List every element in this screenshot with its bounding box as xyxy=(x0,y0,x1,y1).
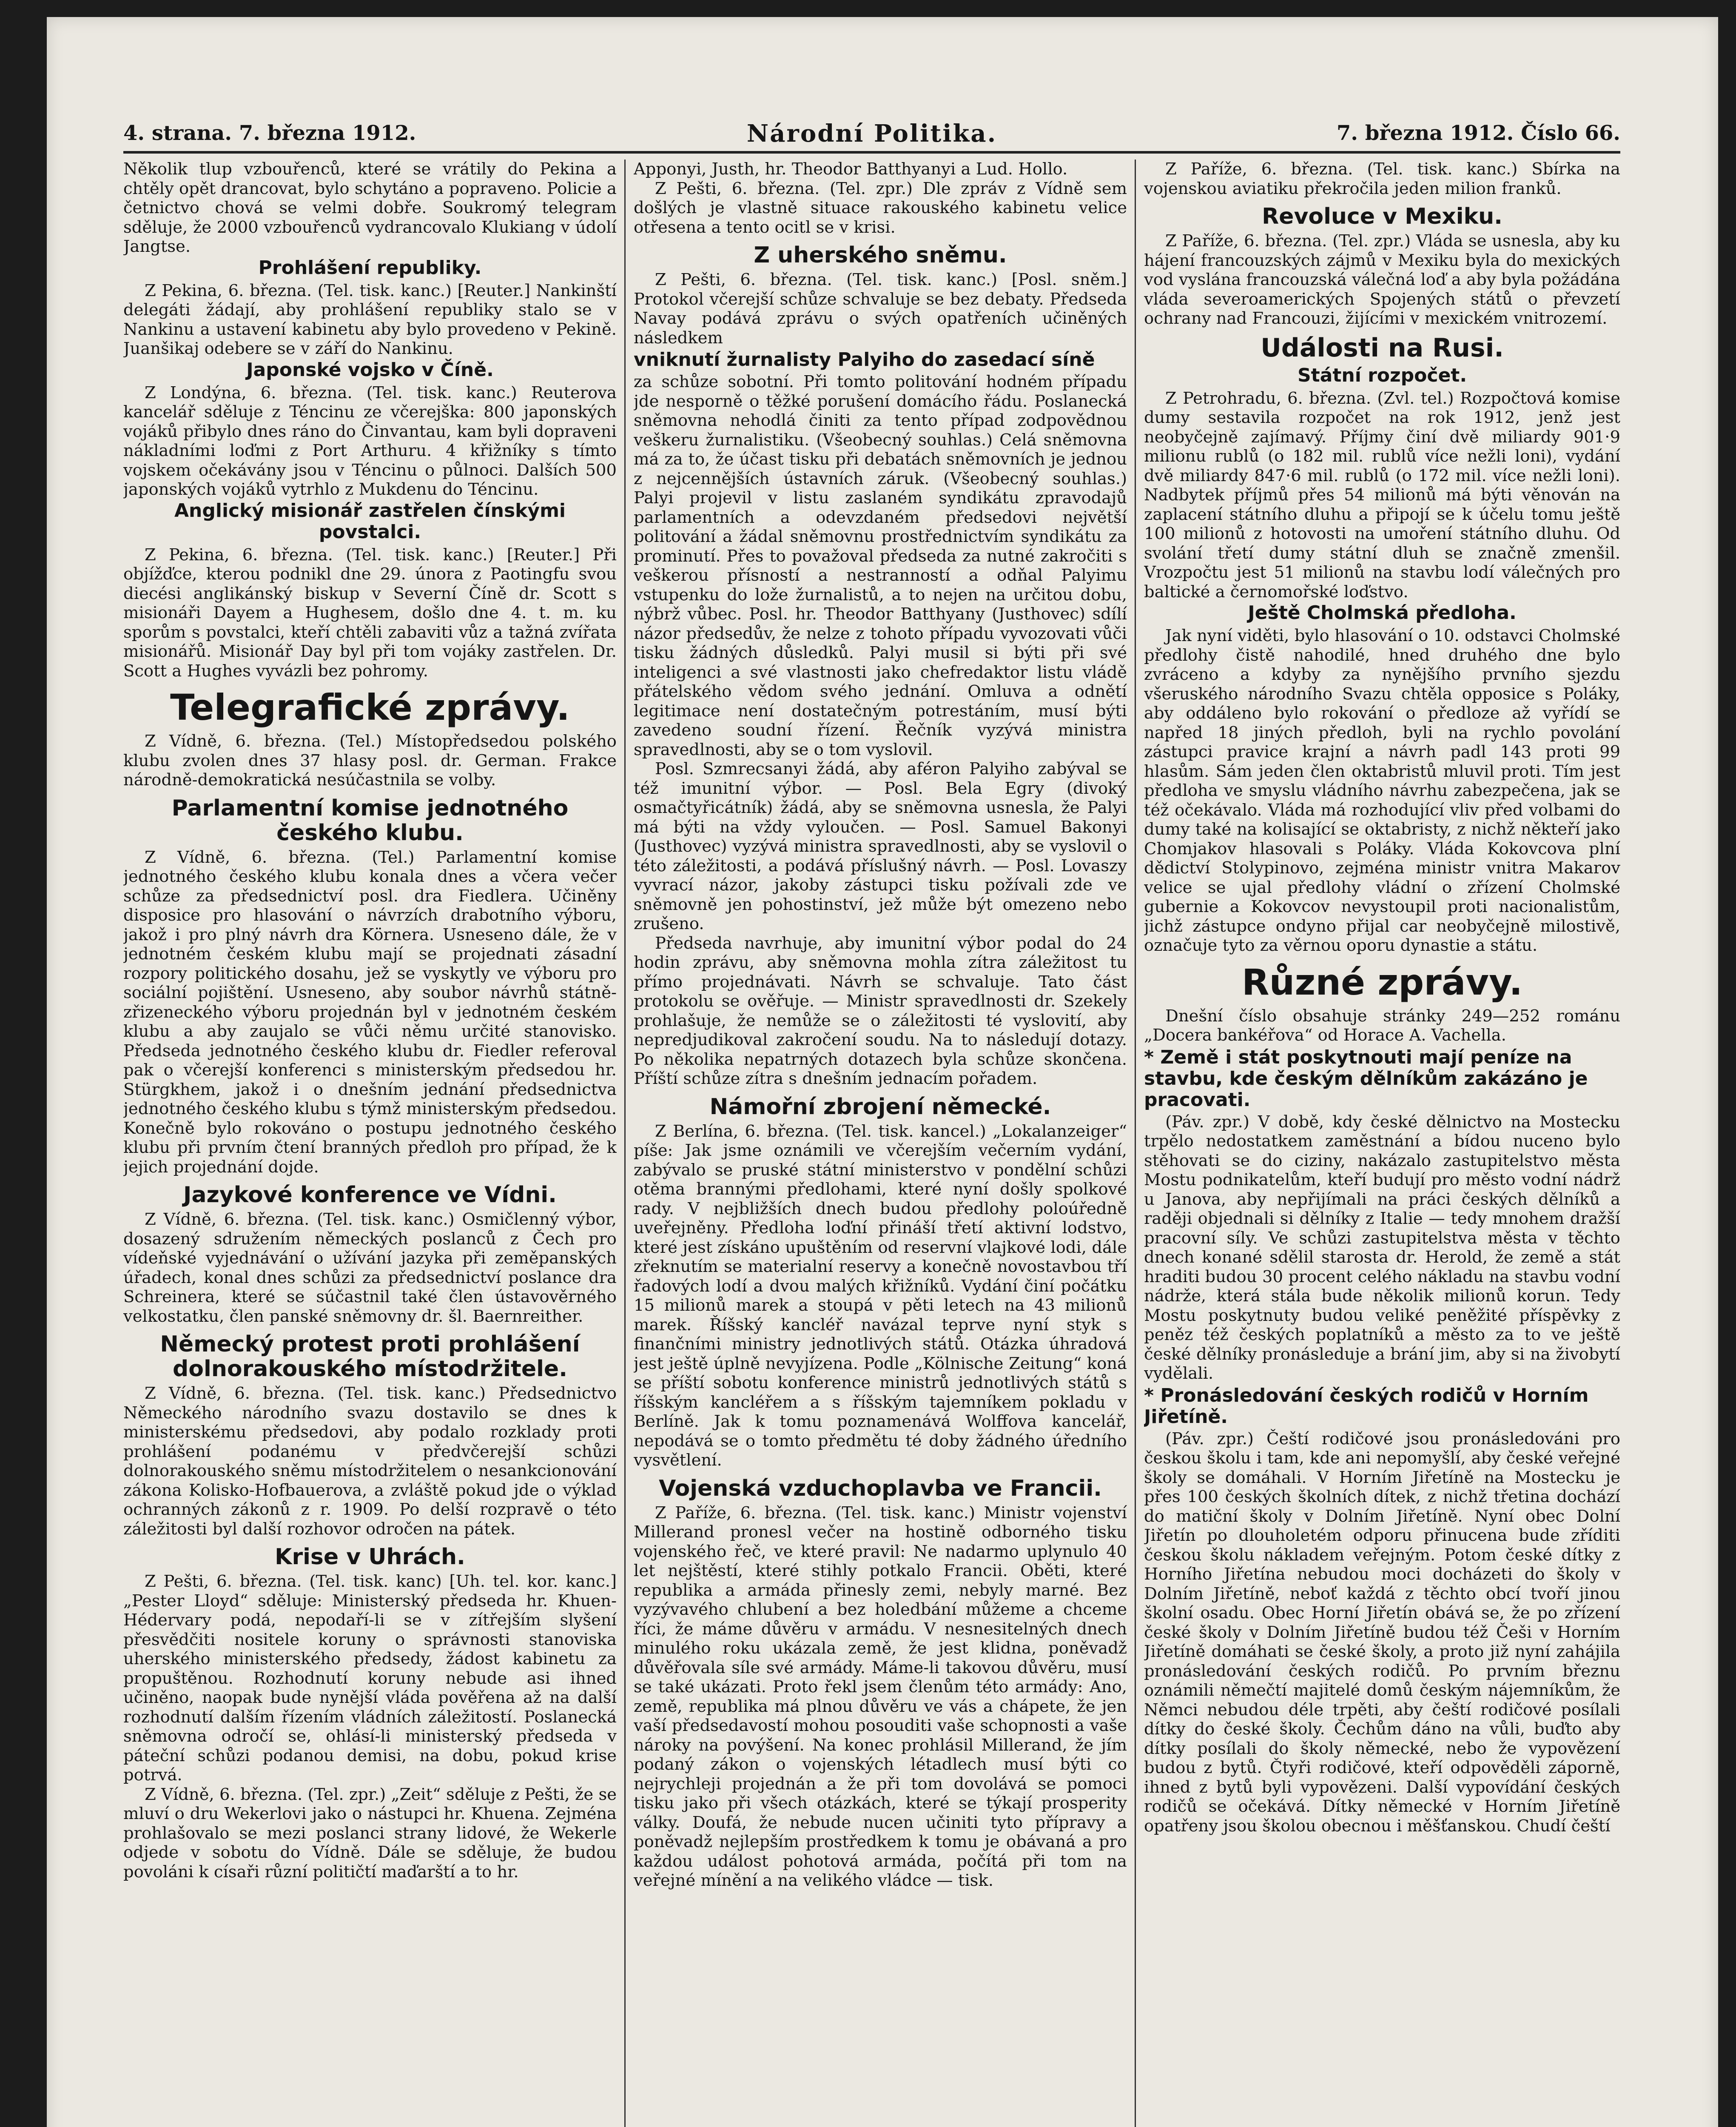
article-text: Z Pekina, 6. března. (Tel. tisk. kanc.) [Reuter.] Při objížďce, kterou podnikl dne 29. února z Paotingfu svou diecési anglikánský biskup v Severní Číně dr. Scott s misionáři Dayem a Hughesem, došlo dne 4. t. m. ku sporům s povstalci, kteří chtěli zabaviti vůz a tažná zvířata misionářů. Misionář Day byl při tom vojáky zastřelen. Dr. Scott a Hughes vyvázli bez pohromy. xyxy=(123,545,617,681)
article-text: Apponyi, Justh, hr. Theodor Batthyanyi a Lud. Hollo. xyxy=(634,160,1068,179)
section-heading: Telegrafické zprávy. xyxy=(170,687,570,728)
article-text: Z Vídně, 6. března. (Tel. tisk. kanc.) Předsednictvo Německého národního svazu dostavilo se dnes k ministerskému předsedovi, aby podalo rozklady proti prohlášení podanému v předvčerejší schůzi dolnorakouského sněmu místodržitelem o nesankcionování zákona Kolisko-Hofbauerova, a zvláště pokud jde o výklad ochranných zákonů z r. 1909. Po delší rozpravě o této záležitosti byl další rozhovor odročen na pátek. xyxy=(123,1384,617,1539)
article-heading: Parlamentní komise jednotného českého klubu. xyxy=(171,795,569,846)
page-header xyxy=(123,108,1620,154)
article-text: Z Pekina, 6. března. (Tel. tisk. kanc.) [Reuter.] Nankinští delegáti žádají, aby prohlášení republiky stalo se v Nankinu a ustavení kabinetu aby bylo provedeno v Pekině. Juanšikaj odebere se v září do Nankinu. xyxy=(123,281,617,358)
column-2 xyxy=(634,160,1127,2127)
column-divider xyxy=(1135,160,1136,2127)
article-heading: Německý protest proti prohlášení dolnorakouského místodržitele. xyxy=(160,1332,580,1382)
article-heading: Prohlášení republiky. xyxy=(258,257,482,279)
article-heading: Japonské vojsko v Číně. xyxy=(246,359,494,381)
article-subheading: vniknutí žurnalisty Palyiho do zasedací síně xyxy=(634,349,1095,371)
article-text: Z Vídně, 6. března. (Tel.) Parlamentní komise jednotného českého klubu konala dnes a včera večer schůze za předsednictví posl. dra Fiedlera. Učiněny disposice pro hlasování o návrzích drabotního výboru, jakož i pro plný návrh dra Körnera. Usneseno dále, že v jednotném českém klubu mají se projednati zásadní rozpory politického dosahu, jež se vyskytly ve výboru pro sociální pojištění. Usneseno, aby soubor návrhů státně-zřizeneckého výboru projednán byl v jednotném českém klubu a aby zaujalo se vůči němu určité stanovisko. Předseda jednotného českého klubu dr. Fiedler referoval pak o včerejší konferenci s ministerským předsedou hr. Stürgkhem, jakož i o dnešním jednání předsednictva jednotného českého klubu s týmž ministerským předsedou. Konečně bylo rokováno o postupu jednotného českého klubu při prvním čtení branných předloh pro případ, že k jejich projednání dojde. xyxy=(123,847,617,1177)
news-item-heading: * Země i stát poskytnouti mají peníze na stavbu, kde českým dělníkům zakázáno je pracovati. xyxy=(1144,1046,1588,1111)
article-text: Z Vídně, 6. března. (Tel. tisk. kanc.) Osmičlenný výbor, dosazený sdružením německých poslanců z Čech pro vídeňské vyjednávání o užívání jazyka při zeměpanských úřadech, konal dnes schůzi za předsednictví poslance dra Schreinera, které se súčastnil také člen ústavověrného velkostatku, člen panské sněmovny dr. šl. Baernreither. xyxy=(123,1210,617,1326)
section-heading: Události na Rusi. xyxy=(1261,333,1504,363)
article-text: Posl. Szmrecsanyi žádá, aby aféron Palyiho zabýval se též imunitní výbor. — Posl. Bela Egry (divoký osmačtyřicátník) žádá, aby se sněmovna usnesla, že Palyi má býti na vždy vyloučen. — Posl. Samuel Bakonyi (Justhovec) vyzývá ministra spravedlnosti, aby se vyslovil o této záležitosti, a podává příslušný návrh. — Posl. Lovaszy vyvrací názor, jakoby zástupci tisku požívali zde ve sněmovně jen pohostinství, jež může být omezeno nebo zrušeno. xyxy=(634,759,1127,933)
article-heading: Krise v Uhrách. xyxy=(275,1544,465,1570)
article-subheading: Státní rozpočet. xyxy=(1297,364,1467,386)
article-text: Z Pešti, 6. března. (Tel. tisk. kanc) [Uh. tel. kor. kanc.] „Pester Lloyd“ sděluje: Ministerský předseda hr. Khuen-Hédervary podá, nepodaří-li se v zítřejším slyšení přesvědčiti nositele koruny o správnosti stanoviska uherského ministerského předsedy, žádost kabinetu za propuštěnou. Rozhodnutí koruny nebude asi ihned učiněno, naopak bude nynější vláda pověřena až na další rozhodnutí dalším řízením vládních záležitostí. Poslanecká sněmovna odročí se, ohlásí-li ministerský předseda v páteční schůzi podanou demisi, na dobu, pokud krise potrvá. xyxy=(123,1572,617,1785)
article-text: Z Londýna, 6. března. (Tel. tisk. kanc.) Reuterova kancelář sděluje z Téncinu ze včerejška: 800 japonských vojáků přibylo dnes ráno do Činvantau, kam byli dopraveni nákladními loďmi z Port Arthuru. 4 křižníky s tímto vojskem očekávány jsou v Téncinu o půlnoci. Dalších 500 japonských vojáků vytrhlo z Mukdenu do Téncinu. xyxy=(123,383,617,499)
column-3 xyxy=(1144,160,1620,2127)
header-right: 7. března 1912. Číslo 66. xyxy=(1336,121,1620,145)
article-heading: Revoluce v Mexiku. xyxy=(1262,204,1503,229)
article-heading: Anglický misionář zastřelen čínskými povstalci. xyxy=(174,499,566,543)
article-heading: Z uherského sněmu. xyxy=(754,242,1007,268)
article-text: Z Petrohradu, 6. března. (Zvl. tel.) Rozpočtová komise dumy sestavila rozpočet na rok 1912, jenž jest neobyčejně zajímavý. Příjmy činí dvě miliardy 901·9 milionu rublů (o 182 mil. rublů více nežli loni), vydání dvě miliardy 847·6 mil. rublů (o 172 mil. více nežli loni). Nadbytek příjmů přes 54 milionů má býti věnován na zaplacení státního dluhu a připojí se k účelu tomu ještě 100 milionů z hotovosti na umoření státního dluhu. Od svolání třetí dumy státní dluh se značně zmenšil. Vrozpočtu jest 51 milionů na stavbu lodí válečných pro baltické a černomořské loďstvo. xyxy=(1144,388,1620,602)
article-text: Z Paříže, 6. března. (Tel. zpr.) Vláda se usnesla, aby ku hájení francouzských zájmů v Mexiku byla do mexických vod vyslána francouzská válečná loď a aby byla požádána vláda severoamerických Spojených států o převzetí ochrany nad Francouzi, žijícími v mexickém vnitrozemí. xyxy=(1144,231,1620,328)
article-subheading: Ještě Cholmská předloha. xyxy=(1248,602,1517,624)
article-text: za schůze sobotní. Při tomto politování hodném případu jde nesporně o těžké porušení domácího řádu. Poslanecká sněmovna nehodlá činiti za tento případ zodpovědnou veškeru žurnalistiku. (Všeobecný souhlas.) Celá sněmovna má za to, že účast tisku při debatách sněmovních je jednou z nejcennějších ústavních záruk. (Všeobecný souhlas.) Palyi projevil v listu zaslaném syndikátu zpravodajů parlamentních a odevzdaném předsedovi největší politování a žádal sněmovnu prostřednictvím syndikátu za prominutí. Přes to považoval předseda za nutné zakročiti s veškerou přísností a nestranností a odňal Palyimu vstupenku do lože žurnalistů, a to nejen na určitou dobu, nýbrž vůbec. Posl. hr. Theodor Batthyany (Justhovec) sdílí názor předsedův, že nelze z tohoto případu vyvozovati vůči tisku žádných důsledků. Palyi musil si býti při své inteligenci a své vlastnosti jako chefredaktor listu vládě přátelského vědom svého jednání. Omluva a odnětí legitimace není dostatečným potrestáním, musí býti zavedeno soudní řízení. Řečník vyzývá ministra spravedlnosti, aby se o tom vyslovil. xyxy=(634,372,1127,759)
article-text: Několik tlup vzbouřenců, které se vrátily do Pekina a chtěly opět drancovat, bylo schytáno a popraveno. Policie a četnictvo chová se velmi dobře. Soukromý telegram sděluje, že 2000 vzbouřenců vydrancovalo Klukiang v údolí Jangtse. xyxy=(123,160,617,256)
article-text: Z Berlína, 6. března. (Tel. tisk. kancel.) „Lokalanzeiger“ píše: Jak jsme oznámili ve včerejším večerním vydání, zabývalo se pruské státní ministerstvo v pondělní schůzi otěma brannými předlohami, které nyní došly spolkové rady. V nejbližších dnech budou předlohy poloúředně uveřejněny. Předloha loďní přináší třetí aktivní lodstvo, které jest získáno upuštěním od reservní vlajkové lodi, dále zřeknutím se materialní reservy a konečně novostavbou tří řadových lodí a dvou malých křižníků. Vydání činí počátku 15 milionů marek a stoupá v pěti letech na 43 milionů marek. Říšský kancléř navázal teprve nyní styk s finančními ministry jednotlivých států. Otázka úhradová jest ještě úplně nevyjízena. Podle „Kölnische Zeitung“ koná se příští sobotu konference ministrů jednotlivých států s říšským kancléřem a s říšským tajemníkem pokladu v Berlíně. Jak k tomu poznamenává Wolffova kancelář, nepodává se o tomto předmětu té doby žádného úředního vysvětlení. xyxy=(634,1121,1127,1470)
article-heading: Jazykové konference ve Vídni. xyxy=(183,1182,557,1208)
article-text: Jak nyní viděti, bylo hlasování o 10. odstavci Cholmské předlohy čistě nahodilé, hned druhého dne bylo zvráceno a kdyby za nynějšího prvního sjezdu všeruského národního Svazu chtěla opposice s Poláky, aby oddáleno bylo rokování o předloze až vyřídí se napřed 18 jiných předloh, byli na rychlo povolání zástupci pravice krajní a návrh padl 143 proti 99 hlasům. Sám jeden člen oktabristů mluvil proti. Tím jest předloha ve smyslu vládního návrhu zabezpečena, jak se též očekávalo. Vláda má rozhodující vliv před volbami do dumy také na kolisající se oktabristy, z nichž někteří jako Chomjakov hlasovali s Poláky. Vláda Kokovcova plní dědictví Stolypinovo, zejména ministr vnitra Makarov velice se ujal předlohy vládní o zřízení Cholmské gubernie a Kokovcov nevystoupil proti nacionalistům, jichž zástupce ondyno přijal car neobyčejně milostivě, označuje tyto za věrnou oporu dynastie a státu. xyxy=(1144,626,1620,955)
article-text: Dnešní číslo obsahuje stránky 249—252 románu „Docera bankéřova“ od Horace A. Vachella. xyxy=(1144,1006,1620,1045)
column-1 xyxy=(123,160,617,2127)
article-text: (Páv. zpr.) V době, kdy české dělnictvo na Mostecku trpělo nedostatkem zaměstnání a bídou nuceno bylo stěhovati se do ciziny, nakázalo zastupitelstvo města Mostu podnikatelům, kteří budují pro město vodní nádrž u Janova, aby nepřijímali na práci českých dělníků a raději objednali si dělníky z Italie — tedy mnohem dražší pracovní síly. Ve schůzi zastupitelstva města v těchto dnech konané sdělil starosta dr. Herold, že země a stát hraditi budou 30 procent celého nákladu na stavbu vodní nádrže, která stála bude několik milionů korun. Tedy Mostu poskytnuty budou veliké peněžité příspěvky z peněz též českých poplatníků a město za to ve ještě české dělníky pronásleduje a brání jim, aby si na živobytí vydělali. xyxy=(1144,1112,1620,1383)
header-left: 4. strana. 7. března 1912. xyxy=(123,121,416,145)
article-text: Z Paříže, 6. března. (Tel. tisk. kanc.) Sbírka na vojenskou aviatiku překročila jeden milion franků. xyxy=(1144,160,1620,198)
article-text: (Páv. zpr.) Čeští rodičové jsou pronásledováni pro českou školu i tam, kde ani nepomyšlí, aby české veřejné školy se domáhali. V Horním Jiřetíně na Mostecku je přes 100 českých školních dítek, z nichž třetina dochází do matiční školy v Dolním Jiřetíně. Nyní obec Dolní Jiřetín po dlouholetém odporu přinucena bude zříditi českou školu nákladem veřejným. Potom české dítky z Horního Jiřetína nebudou moci docházeti do školy v Dolním Jiřetíně, neboť každá z těchto obcí tvoří jinou školní osadu. Obec Horní Jiřetín obává se, že po zřízení české školy v Dolním Jiřetíně budou též Češi v Horním Jiřetíně domáhati se české školy, a proto již nyní zahájila pronásledování českých rodičů. Po prvním březnu oznámili němečtí majitelé domů českým nájemníkům, že Němci nebudou déle trpěti, aby čeští rodičové posílali dítky do české školy. Čechům dáno na vůli, buďto aby dítky posílali do školy německé, nebo že vypovězení budou z bytů. Čtyři rodičové, kteří odpověděli záporně, ihned z bytů byli vypovězeni. Další vypovídání českých rodičů se očekává. Dítky německé v Horním Jiřetíně opatřeny jsou školou obecnou i měšťanskou. Chudí čeští xyxy=(1144,1429,1620,1836)
column-divider xyxy=(624,160,626,2127)
article-heading: Námořní zbrojení německé. xyxy=(709,1094,1051,1120)
article-text: Z Pešti, 6. března. (Tel. tisk. kanc.) [Posl. sněm.] Protokol včerejší schůze schvaluje se bez debaty. Předseda Navay podává zprávu o svých opatřeních učiněných následkem xyxy=(634,270,1127,348)
section-heading: Různé zprávy. xyxy=(1241,961,1523,1003)
article-text: Z Pešti, 6. března. (Tel. zpr.) Dle zpráv z Vídně sem došlých je vlastně situace rakouského kabinetu velice otřesena a tento ocitl se v krisi. xyxy=(634,179,1127,237)
news-item-heading: * Pronásledování českých rodičů v Horním Jiřetíně. xyxy=(1144,1384,1589,1428)
article-text: Z Paříže, 6. března. (Tel. tisk. kanc.) Ministr vojenství Millerand pronesl večer na hostině odborného tisku vojenského řeč, ve které pravil: Ne nadarmo uplynulo 40 let nejštěstí, které stihly potkalo Francii. Oběti, které republika a armáda přinesly zemi, nebyly marné. Bez vyzývavého chlubení a bez holedbání můžeme a chceme říci, že máme důvěru v armádu. V nesnesitelných dnech minulého roku ukázala země, že jest klidna, poněvadž důvěřovala síle své armády. Máme-li takovou důvěru, musí se také ukázati. Proto řekl jsem členům této armády: Ano, země, republika má plnou důvěru ve vás a chápete, že jen vaší předsedavostí mohou posouditi vaše schopnosti a vaše nároky na povýšení. Na konec prohlásil Millerand, že jím podaný zákon o vojenských létadlech musí býti co nejrychleji projednán a že při tom dovolává se pomoci tisku jako při všech otázkách, které se týkají prosperity války. Doufá, že nebude nucen učiniti tyto přípravy a poněvadž nejlepším prostředkem k tomu je obávaná a pro každou událost pohotová armáda, počítá při tom na veřejné mínění a na velikého vládce — tisk. xyxy=(634,1503,1127,1890)
article-heading: Vojenská vzduchoplavba ve Francii. xyxy=(659,1475,1102,1501)
article-text: Z Vídně, 6. března. (Tel. zpr.) „Zeit“ sděluje z Pešti, že se mluví o dru Wekerlovi jako o nástupci hr. Khuena. Zejména prohlašovalo se mezi poslanci strany lidové, že Wekerle odjede v sobotu do Vídně. Dále se sděluje, že budou povoláni k císaři různí političtí maďarští a to hr. xyxy=(123,1785,617,1882)
article-text: Z Vídně, 6. března. (Tel.) Místopředsedou polského klubu zvolen dnes 37 hlasy posl. dr. German. Frakce národně-demokratická nesúčastnila se volby. xyxy=(123,732,617,790)
article-text: Předseda navrhuje, aby imunitní výbor podal do 24 hodin zprávu, aby sněmovna mohla zítra záležitost tu přímo projednávati. Návrh se schvaluje. Tato část protokolu se ověřuje. — Ministr spravedlnosti dr. Szekely prohlašuje, že nemůže se o záležitosti té vyslovití, aby nepredjudikoval zakročení soudu. Na to následují dotazy. Po několika nepatrných dotazech byla schůze skončena. Příští schůze zítra s dnešním jednacím pořadem. xyxy=(634,933,1127,1088)
masthead-title: Národní Politika. xyxy=(746,120,997,148)
